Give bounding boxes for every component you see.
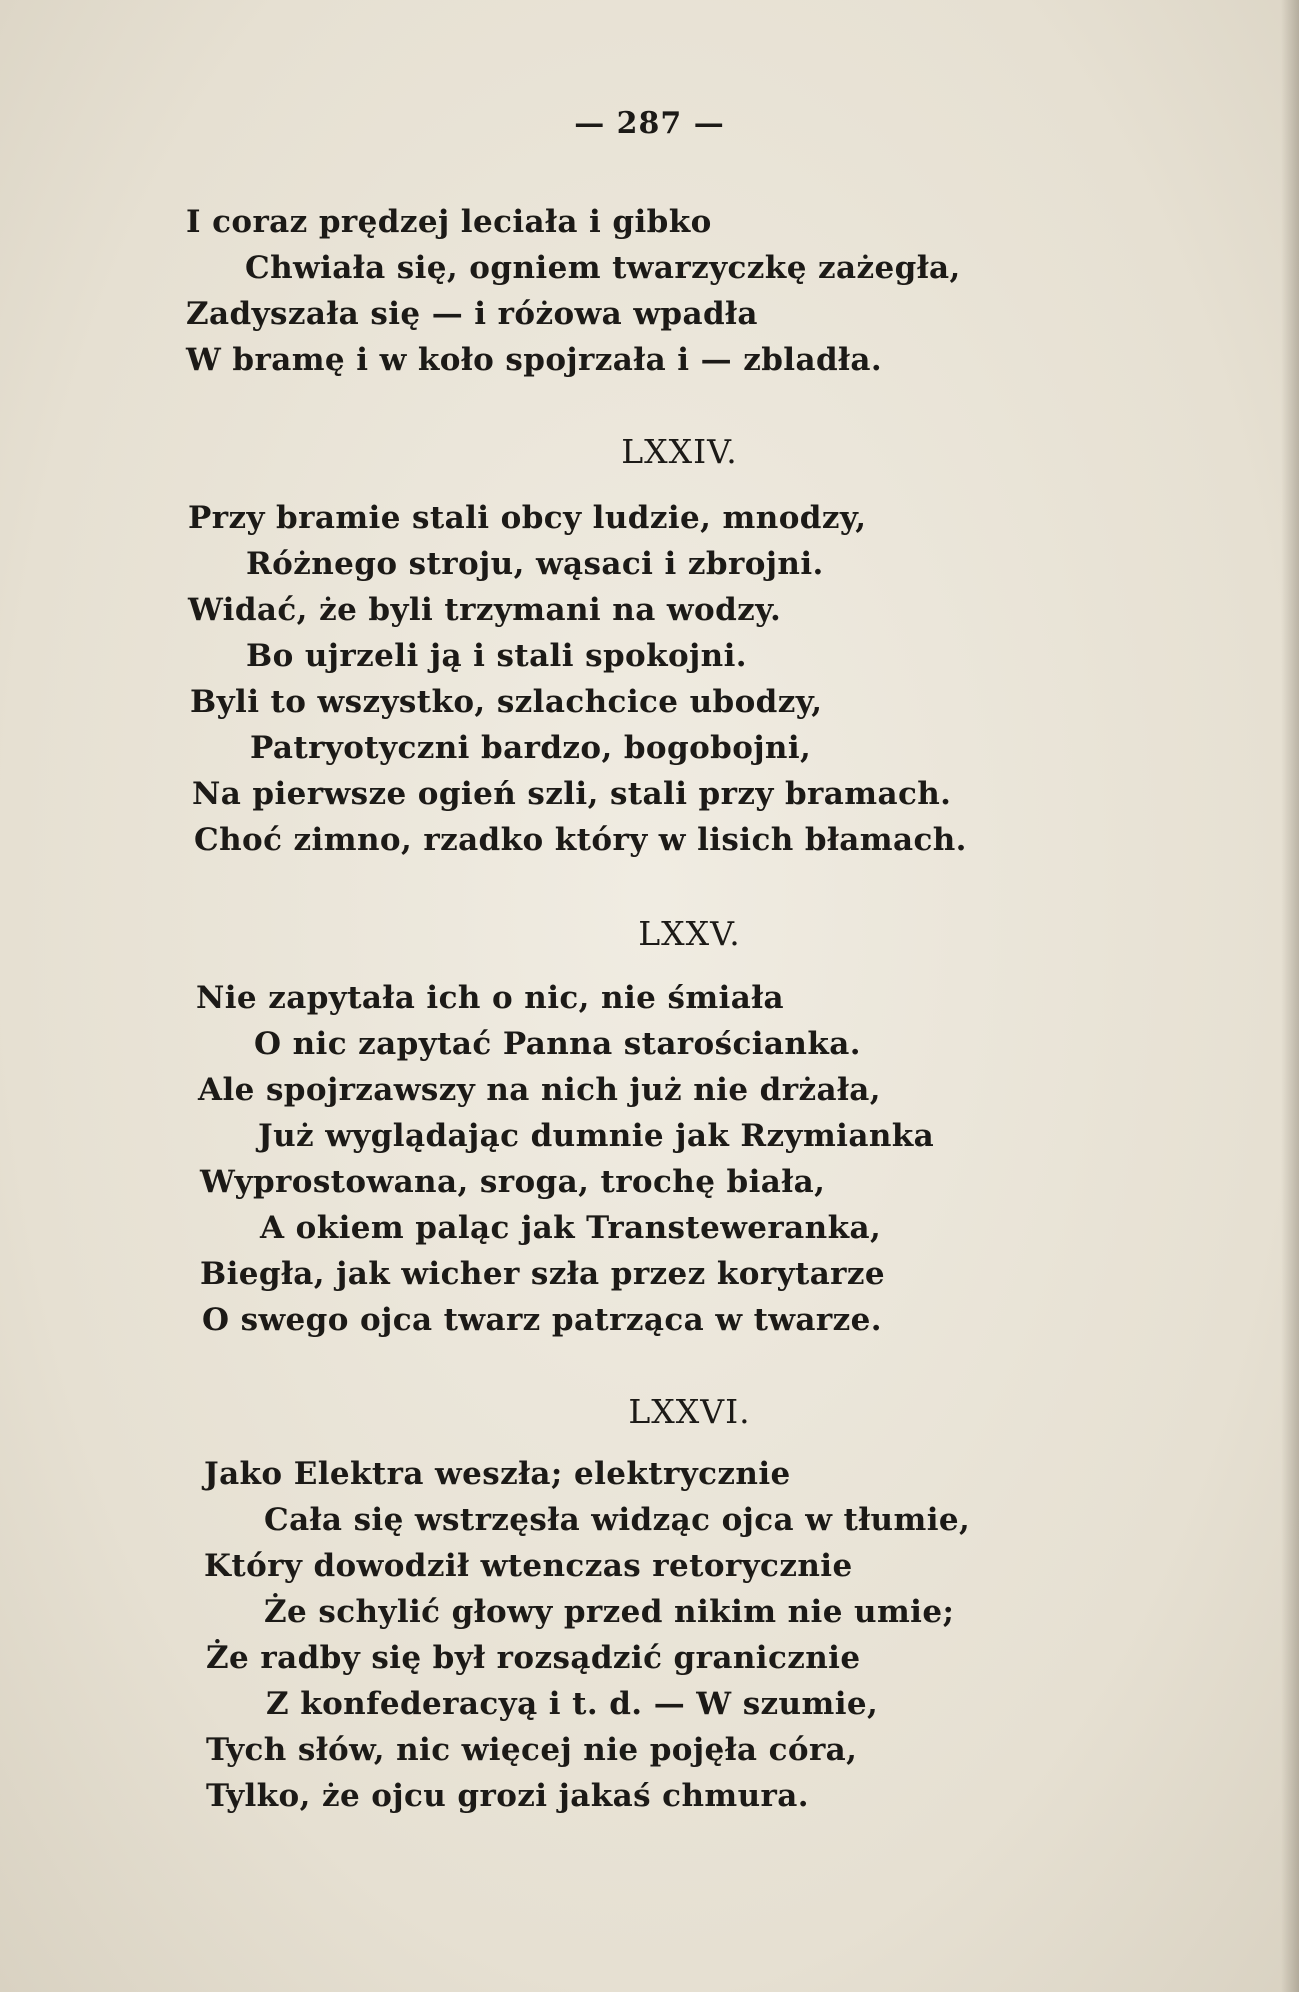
verse-line: Że schylić głowy przed nikim nie umie; — [264, 1594, 955, 1630]
verse-line: Przy bramie stali obcy ludzie, mnodzy, — [188, 500, 867, 536]
verse-line: Ale spojrzawszy na nich już nie drżała, — [198, 1072, 881, 1108]
page-edge-shadow — [1281, 0, 1299, 1992]
verse-line: Na pierwsze ogień szli, stali przy bramach. — [192, 776, 952, 812]
verse-line: Że radby się był rozsądzić granicznie — [206, 1640, 861, 1676]
verse-line: Różnego stroju, wąsaci i zbrojni. — [246, 546, 824, 582]
verse-line: A okiem paląc jak Transteweranka, — [260, 1210, 882, 1246]
verse-line: Patryotyczni bardzo, bogobojni, — [250, 730, 812, 766]
verse-line: Który dowodził wtenczas retorycznie — [204, 1548, 853, 1584]
verse-line: Choć zimno, rzadko który w lisich błamach. — [194, 822, 967, 858]
stanza-heading: LXXIV. — [621, 432, 738, 471]
verse-line: Widać, że byli trzymani na wodzy. — [188, 592, 782, 628]
page-number: — 287 — — [574, 106, 725, 141]
verse-line: Zadyszała się — i różowa wpadła — [186, 296, 758, 332]
stanza-heading: LXXV. — [638, 914, 741, 953]
verse-line: I coraz prędzej leciała i gibko — [186, 204, 712, 240]
verse-line: Tylko, że ojcu grozi jakaś chmura. — [206, 1778, 809, 1814]
verse-line: Już wyglądając dumnie jak Rzymianka — [258, 1118, 935, 1154]
verse-line: Z konfederacyą i t. d. — W szumie, — [266, 1686, 879, 1722]
verse-line: Cała się wstrzęsła widząc ojca w tłumie, — [264, 1502, 971, 1538]
verse-line: Jako Elektra weszła; elektrycznie — [204, 1456, 791, 1492]
verse-line: Wyprostowana, sroga, trochę biała, — [200, 1164, 826, 1200]
verse-line: Tych słów, nic więcej nie pojęła córa, — [206, 1732, 858, 1768]
stanza-heading: LXXVI. — [628, 1392, 751, 1431]
verse-line: Byli to wszystko, szlachcice ubodzy, — [190, 684, 823, 720]
verse-line: O swego ojca twarz patrząca w twarze. — [202, 1302, 882, 1338]
verse-line: Nie zapytała ich o nic, nie śmiała — [196, 980, 785, 1016]
verse-line: Biegła, jak wicher szła przez korytarze — [200, 1256, 886, 1292]
verse-line: O nic zapytać Panna starościanka. — [254, 1026, 861, 1062]
verse-line: Bo ujrzeli ją i stali spokojni. — [246, 638, 747, 674]
verse-line: W bramę i w koło spojrzała i — zbladła. — [186, 342, 883, 378]
verse-line: Chwiała się, ogniem twarzyczkę zażegła, — [245, 250, 961, 286]
